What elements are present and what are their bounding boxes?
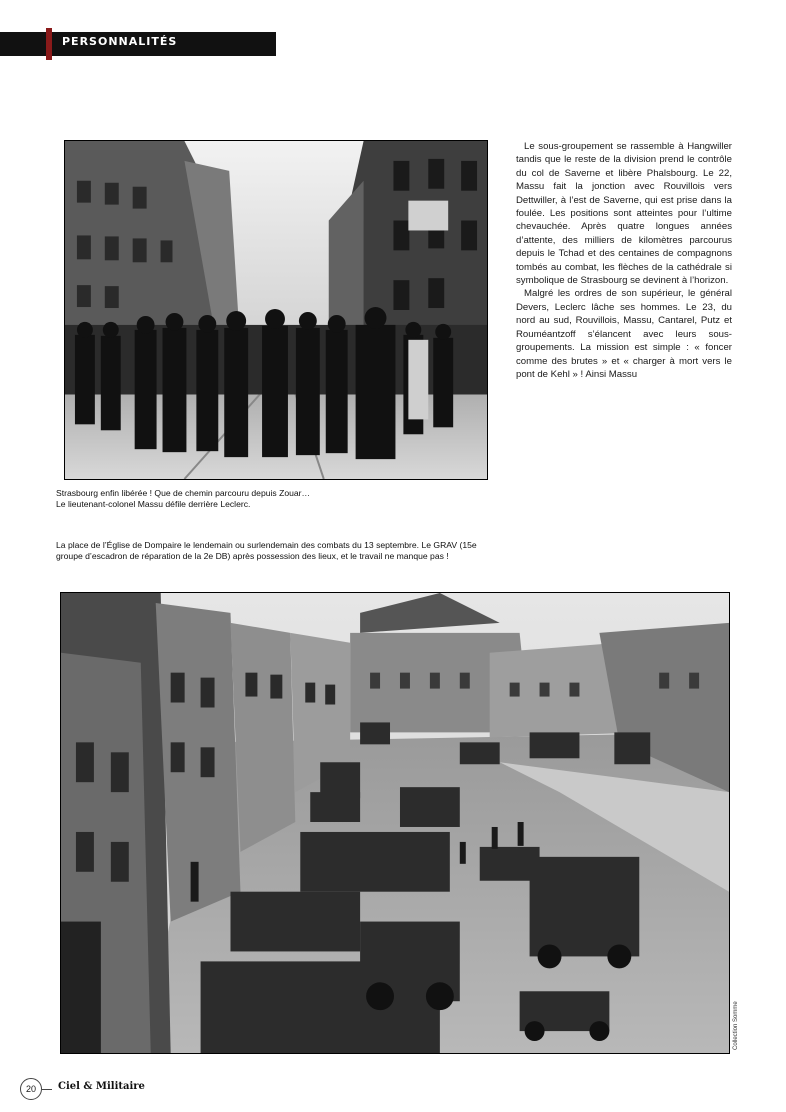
photo-credit — [733, 990, 743, 1050]
caption-photo-parade: Strasbourg enfin libérée ! Que de chemin parcouru depuis Zouar… Le lieutenant-colonel Massu défile derrière Leclerc. — [56, 488, 311, 509]
page-number: 20 — [20, 1078, 42, 1100]
section-label: PERSONNALITÉS — [62, 35, 178, 48]
street-parade-photo-icon — [65, 141, 487, 479]
village-square-vehicles-photo-icon — [61, 593, 729, 1053]
footer-divider — [42, 1089, 52, 1090]
photo-parade — [64, 140, 488, 480]
section-tab-marker — [46, 28, 52, 60]
article-paragraph: Le sous-groupement se rassemble à Hangwiller tandis que le reste de la division prend le contrôle du col de Saverne et libère Phalsbourg. Le 22, Massu fait la jonction avec Rouvillois vers Dettwiller, à l’est de Saverne, qui est prise dans la foulée. Les positions sont atteintes pour l’ultime chevauchée. Après quatre longues années d’attente, des milliers de kilomètres parcourus depuis le Tchad et des centaines de compagnons tombés au combat, les flèches de la cathédrale si symbolique de Strasbourg se devinent à l’horizon. — [516, 141, 732, 287]
footer-brand: Ciel & Militaire — [58, 1081, 145, 1092]
article-body — [516, 140, 732, 381]
article-paragraph: Malgré les ordres de son supérieur, le général Devers, Leclerc lâche ses hommes. Le 23, du nord au sud, Rouvillois, Massu, Cantarel, Putz et Rouméantzoff s’élancent avec leurs sous-groupements. La mission est simple : « foncer comme des brutes » et « charger à mort vers le pont de Kehl » ! Ainsi Massu — [516, 288, 732, 380]
photo-village-square — [60, 592, 730, 1054]
caption-photo-square: La place de l’Église de Dompaire le lendemain ou surlendemain des combats du 13 septembre. Le GRAV (15e groupe d’escadron de réparation de la 2e DB) après possession des lieux, et le travail ne manque pas ! — [56, 540, 477, 561]
photo-credit-text: Collection Somme — [733, 1001, 739, 1050]
